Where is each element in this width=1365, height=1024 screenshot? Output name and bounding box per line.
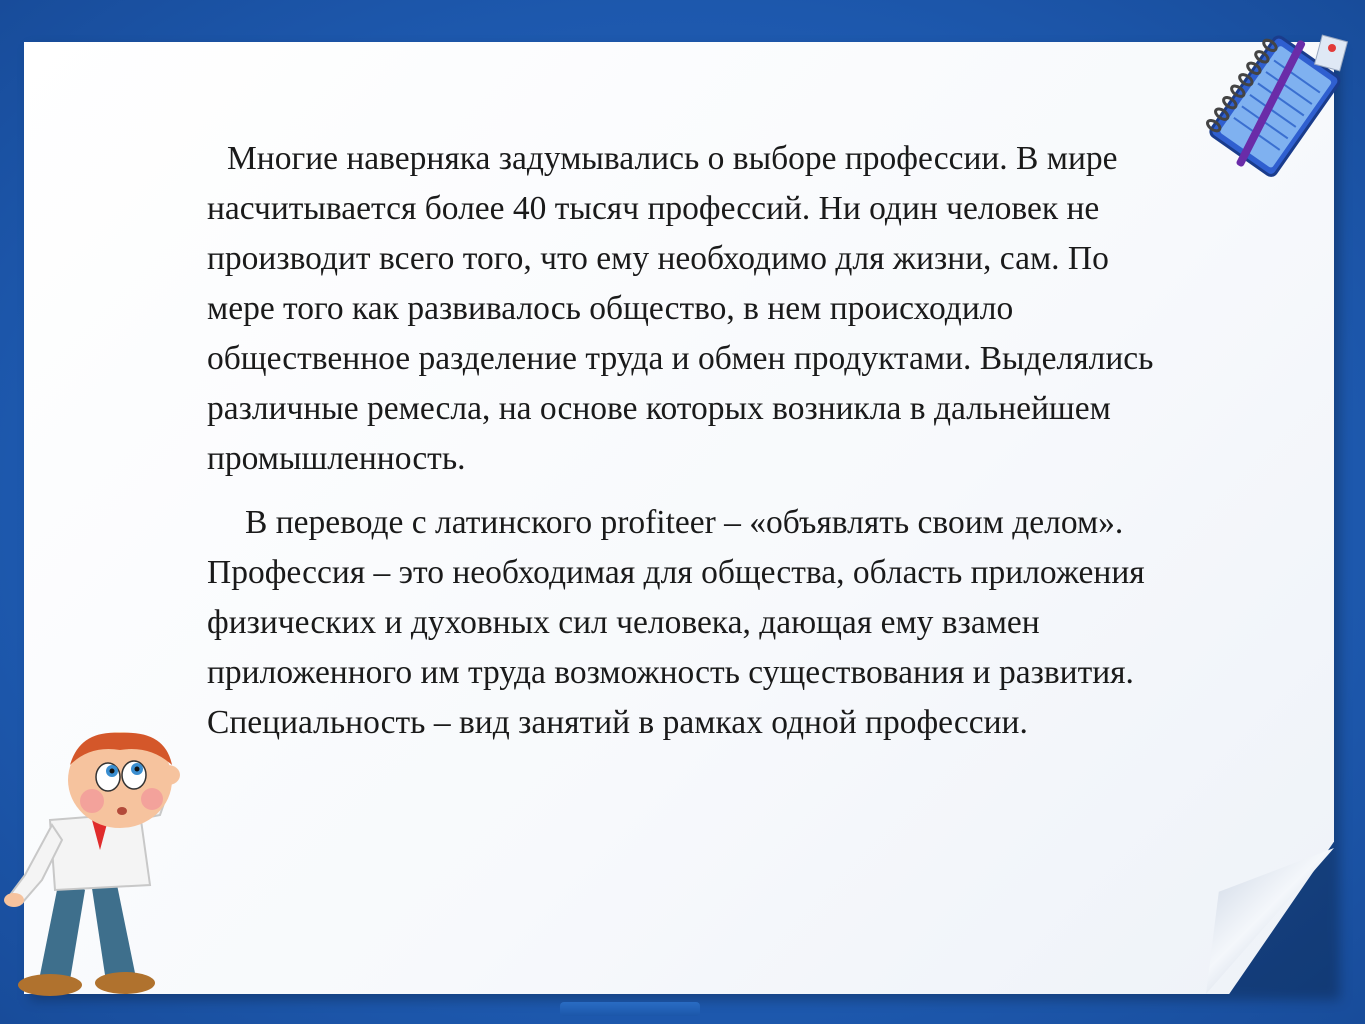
bottom-tab <box>560 1002 700 1016</box>
notebook-pen-icon <box>1190 30 1350 200</box>
paragraph-2: В переводе с латинского profiteer – «объявлять своим делом». Профессия – это необходимая для общества, область приложения физических и духовных сил человека, дающая ему взамен приложенного им труда возможность существования и развития. Специальность – вид занятий в рамках одной профессии. <box>207 504 1145 741</box>
paragraph-1: Многие наверняка задумывались о выборе профессии. В мире насчитывается более 40 тысяч профессий. Ни один человек не производит всего того, что ему необходимо для жизни, сам. По мере того как развивалось общество, в нем происходило общественное разделение труда и обмен продуктами. Выделялись различные ремесла, на основе которых возникла в дальнейшем промышленность. <box>207 140 1154 477</box>
thinking-boy-illustration <box>0 725 200 1000</box>
slide-text <box>207 134 1182 762</box>
